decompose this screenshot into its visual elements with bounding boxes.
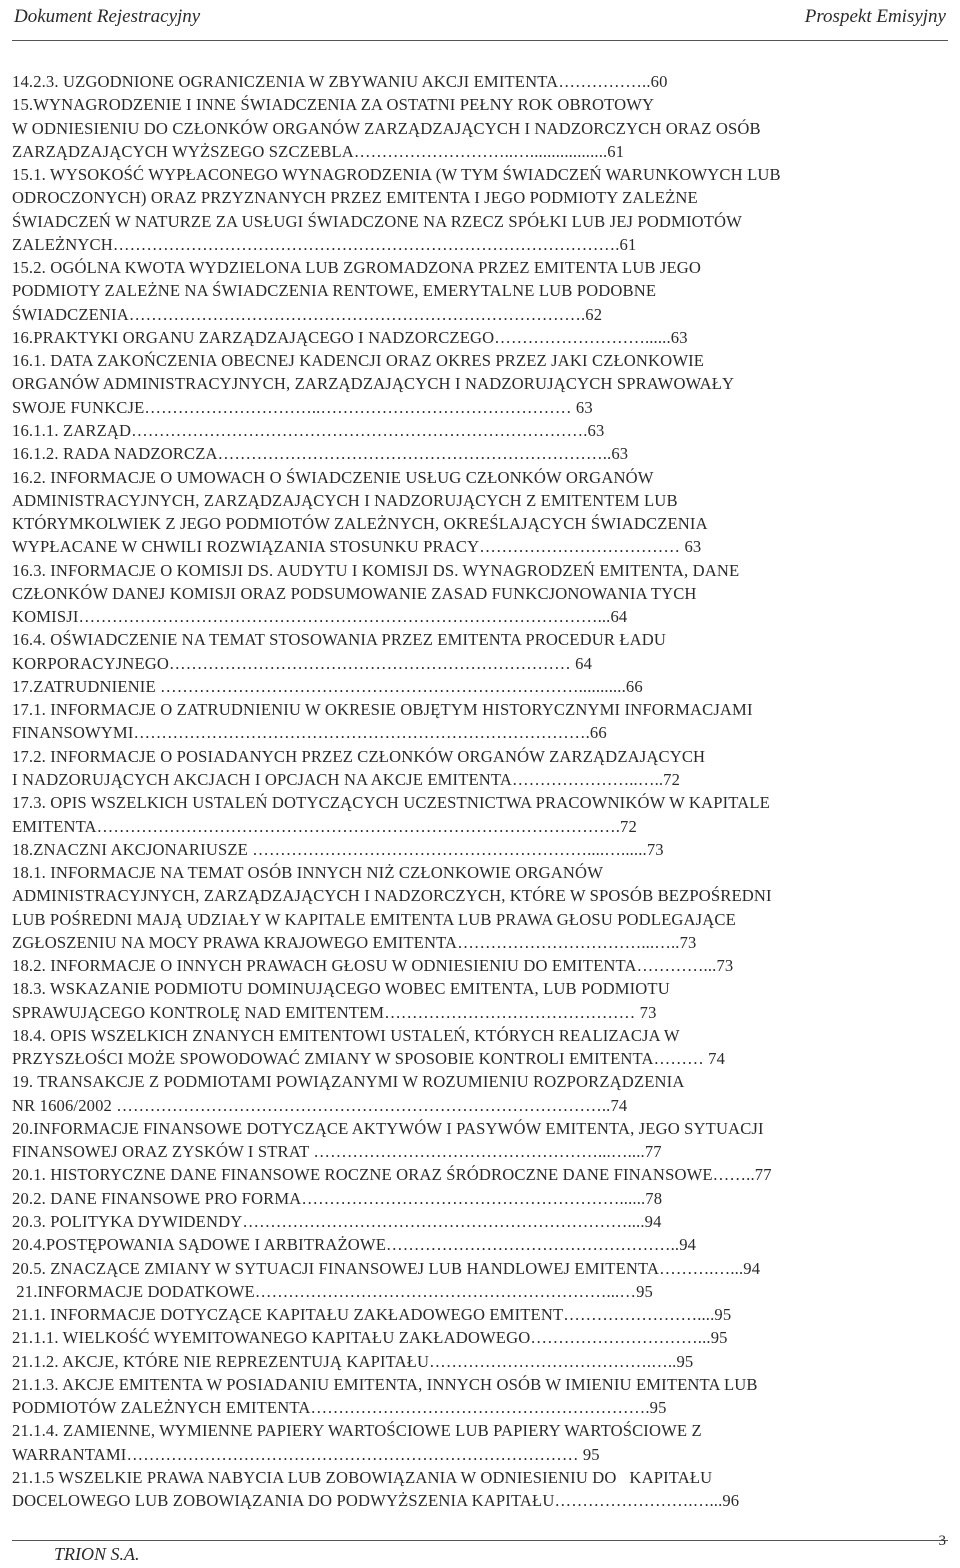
toc-line: 17.ZATRUDNIENIE …………………………………………………………………...........66 [12,676,643,696]
toc-line: 16.1.2. RADA NADZORCZA……………………………………………………………..63 [12,444,629,464]
toc-line: 21.1.3. AKCJE EMITENTA W POSIADANIU EMITENTA, INNYCH OSÓB W IMIENIU EMITENTA LUB [12,1374,758,1394]
toc-line: 21.1.2. AKCJE, KTÓRE NIE REPREZENTUJĄ KAPITAŁU………………………………….…..95 [12,1351,694,1371]
toc-line: 17.3. OPIS WSZELKICH USTALEŃ DOTYCZĄCYCH UCZESTNICTWA PRACOWNIKÓW W KAPITALE [12,793,770,813]
toc-line: 18.1. INFORMACJE NA TEMAT OSÓB INNYCH NIŻ CZŁONKOWIE ORGANÓW [12,863,604,883]
header-prospectus-title: Prospekt Emisyjny [804,6,946,27]
toc-line: ZALEŻNYCH……………………………………………………………………………….61 [12,234,637,254]
toc-line: ZARZĄDZAJĄCYCH WYŻSZEGO SZCZEBLA………………………..…..................61 [12,141,625,161]
page-header [12,0,948,41]
toc-line: ORGANÓW ADMINISTRACYJNYCH, ZARZĄDZAJĄCYCH I NADZORUJĄCYCH SPRAWOWAŁY [12,374,735,394]
toc-line: PRZYSZŁOŚCI MOŻE SPOWODOWAĆ ZMIANY W SPOSOBIE KONTROLI EMITENTA……… 74 [12,1049,726,1069]
toc-line: 14.2.3. UZGODNIONE OGRANICZENIA W ZBYWANIU AKCJI EMITENTA……………..60 [12,72,668,91]
toc-line: 21.1.1. WIELKOŚĆ WYEMITOWANEGO KAPITAŁU ZAKŁADOWEGO…………………………...95 [12,1328,728,1348]
toc-line: 21.1.5 WSZELKIE PRAWA NABYCIA LUB ZOBOWIĄZANIA W ODNIESIENIU DO KAPITAŁU [12,1467,713,1487]
toc-line: FINANSOWEJ ORAZ ZYSKÓW I STRAT ……………………………………………...…....77 [12,1142,662,1162]
toc-line: WYPŁACANE W CHWILI ROZWIĄZANIA STOSUNKU PRACY……………………………… 63 [12,537,702,557]
toc-line: 18.3. WSKAZANIE PODMIOTU DOMINUJĄCEGO WOBEC EMITENTA, LUB PODMIOTU [12,979,670,999]
toc-line: 15.WYNAGRODZENIE I INNE ŚWIADCZENIA ZA OSTATNI PEŁNY ROK OBROTOWY [12,95,655,115]
toc-line: 15.1. WYSOKOŚĆ WYPŁACONEGO WYNAGRODZENIA (W TYM ŚWIADCZEŃ WARUNKOWYCH LUB [12,165,781,185]
toc-line: 16.PRAKTYKI ORGANU ZARZĄDZAJĄCEGO I NADZORCZEGO………………………......63 [12,327,688,347]
toc-line: FINANSOWYMI……………………………………………………………………….66 [12,723,607,743]
toc-line: 18.2. INFORMACJE O INNYCH PRAWACH GŁOSU W ODNIESIENIU DO EMITENTA…………...73 [12,956,734,976]
toc-line: 20.4.POSTĘPOWANIA SĄDOWE I ARBITRAŻOWE……………………………………………..94 [12,1235,697,1255]
footer-company-name: TRION S.A. [54,1544,140,1564]
toc-line: 16.1. DATA ZAKOŃCZENIA OBECNEJ KADENCJI ORAZ OKRES PRZEZ JAKI CZŁONKOWIE [12,351,705,371]
toc-line: WARRANTAMI……………………………………………………………………… 95 [12,1444,600,1464]
footer-page-number: 3 [938,1533,946,1549]
toc-line: SWOJE FUNKCJE…………………………..……………………………………… 63 [12,397,593,417]
toc-line: 17.1. INFORMACJE O ZATRUDNIENIU W OKRESIE OBJĘTYM HISTORYCZNYMI INFORMACJAMI [12,700,753,720]
toc-line: 17.2. INFORMACJE O POSIADANYCH PRZEZ CZŁONKÓW ORGANÓW ZARZĄDZAJĄCYCH [12,746,706,766]
toc-line: 16.2. INFORMACJE O UMOWACH O ŚWIADCZENIE USŁUG CZŁONKÓW ORGANÓW [12,467,654,487]
toc-line: PODMIOTY ZALEŻNE NA ŚWIADCZENIA RENTOWE, EMERYTALNE LUB PODOBNE [12,281,657,301]
toc-line: 18.ZNACZNI AKCJONARIUSZE ……………………………………………………....…......73 [12,839,664,859]
table-of-contents [12,70,948,1512]
toc-line: 21.INFORMACJE DODATKOWE………………………………………………………...…95 [12,1281,653,1301]
toc-line: 20.3. POLITYKA DYWIDENDY……………………………………………………………....94 [12,1212,662,1232]
toc-line: CZŁONKÓW DANEJ KOMISJI ORAZ PODSUMOWANIE ZASAD FUNKCJONOWANIA TYCH [12,583,697,603]
toc-line: KORPORACYJNEGO……………………………………………………………… 64 [12,653,593,673]
toc-line: ŚWIADCZEŃ W NATURZE ZA USŁUGI ŚWIADCZONE NA RZECZ SPÓŁKI LUB JEJ PODMIOTÓW [12,211,742,231]
toc-line: EMITENTA………………………………………………………………………………….72 [12,816,637,836]
toc-line: SPRAWUJĄCEGO KONTROLĘ NAD EMITENTEM……………………………………… 73 [12,1002,657,1022]
toc-line: ADMINISTRACYJNYCH, ZARZĄDZAJĄCYCH I NADZORUJĄCYCH Z EMITENTEM LUB [12,490,678,510]
page-footer [12,1533,948,1568]
toc-line: 20.2. DANE FINANSOWE PRO FORMA…………………………………………………......78 [12,1188,663,1208]
toc-line: 21.1. INFORMACJE DOTYCZĄCE KAPITAŁU ZAKŁADOWEGO EMITENT……………………....95 [12,1305,732,1325]
header-document-title: Dokument Rejestracyjny [14,6,201,27]
toc-line: DOCELOWEGO LUB ZOBOWIĄZANIA DO PODWYŻSZENIA KAPITAŁU…………………….…...96 [12,1491,740,1511]
toc-line: 21.1.4. ZAMIENNE, WYMIENNE PAPIERY WARTOŚCIOWE LUB PAPIERY WARTOŚCIOWE Z [12,1421,702,1441]
toc-line: 16.3. INFORMACJE O KOMISJI DS. AUDYTU I KOMISJI DS. WYNAGRODZEŃ EMITENTA, DANE [12,560,740,580]
toc-line: 20.5. ZNACZĄCE ZMIANY W SYTUACJI FINANSOWEJ LUB HANDLOWEJ EMITENTA……….…...94 [12,1258,761,1278]
toc-line: 19. TRANSAKCJE Z PODMIOTAMI POWIĄZANYMI W ROZUMIENIU ROZPORZĄDZENIA [12,1072,685,1092]
toc-line: I NADZORUJĄCYCH AKCJACH I OPCJACH NA AKCJE EMITENTA…………………..…..72 [12,769,681,789]
toc-line: 20.1. HISTORYCZNE DANE FINANSOWE ROCZNE ORAZ ŚRÓDROCZNE DANE FINANSOWE……..77 [12,1165,772,1185]
toc-line: ODROCZONYCH) ORAZ PRZYZNANYCH PRZEZ EMITENTA I JEGO PODMIOTY ZALEŻNE [12,188,698,208]
toc-line: ADMINISTRACYJNYCH, ZARZĄDZAJĄCYCH I NADZORCZYCH, KTÓRE W SPOSÓB BEZPOŚREDNI [12,886,772,906]
toc-line: PODMIOTÓW ZALEŻNYCH EMITENTA…………………………………………………….95 [12,1398,667,1418]
toc-line: 16.4. OŚWIADCZENIE NA TEMAT STOSOWANIA PRZEZ EMITENTA PROCEDUR ŁADU [12,630,667,650]
toc-line: ZGŁOSZENIU NA MOCY PRAWA KRAJOWEGO EMITENTA……………………………...…..73 [12,932,697,952]
toc-line: 16.1.1. ZARZĄD……………………………………………………………………….63 [12,420,605,440]
toc-line: ŚWIADCZENIA……………………………………………………………………….62 [12,304,603,324]
toc-line: NR 1606/2002 ……………………………………………………………………………..74 [12,1095,628,1115]
toc-line: KTÓRYMKOLWIEK Z JEGO PODMIOTÓW ZALEŻNYCH, OKREŚLAJĄCYCH ŚWIADCZENIA [12,514,708,534]
toc-line: 18.4. OPIS WSZELKICH ZNANYCH EMITENTOWI USTALEŃ, KTÓRYCH REALIZACJA W [12,1025,680,1045]
toc-line: W ODNIESIENIU DO CZŁONKÓW ORGANÓW ZARZĄDZAJĄCYCH I NADZORCZYCH ORAZ OSÓB [12,118,761,138]
toc-line: 20.INFORMACJE FINANSOWE DOTYCZĄCE AKTYWÓW I PASYWÓW EMITENTA, JEGO SYTUACJI [12,1118,764,1138]
toc-line: KOMISJI…………………………………………………………………………………...64 [12,607,628,627]
toc-line: 15.2. OGÓLNA KWOTA WYDZIELONA LUB ZGROMADZONA PRZEZ EMITENTA LUB JEGO [12,258,702,278]
toc-line: LUB POŚREDNI MAJĄ UDZIAŁY W KAPITALE EMITENTA LUB PRAWA GŁOSU PODLEGAJĄCE [12,909,736,929]
